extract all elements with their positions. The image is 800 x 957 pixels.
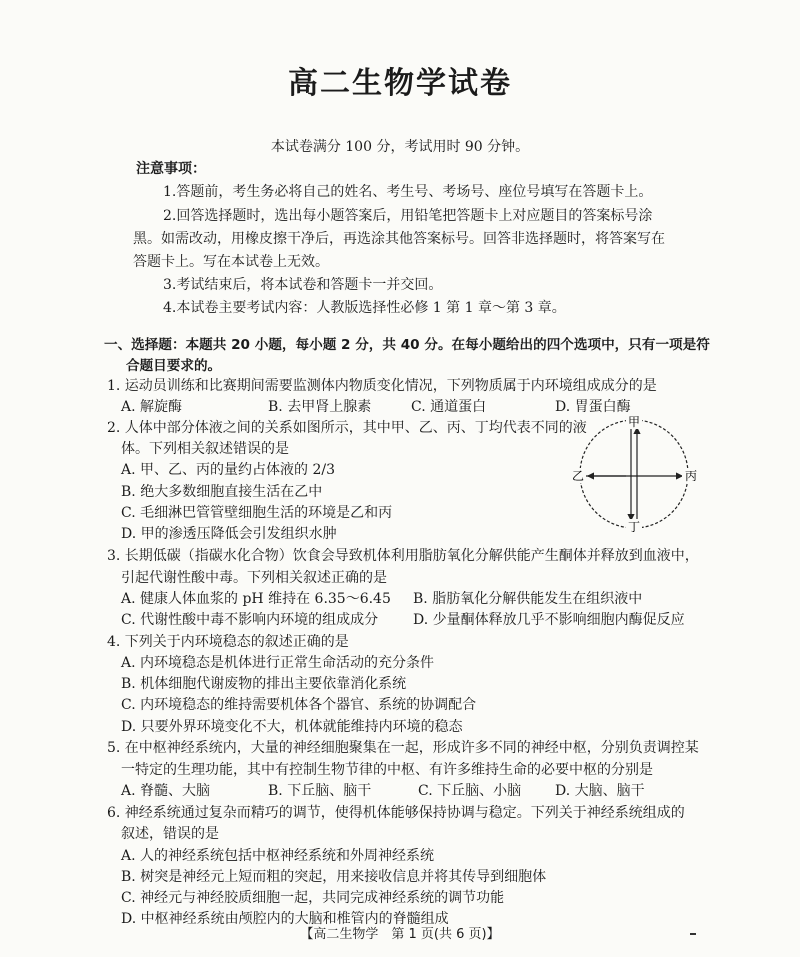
q4-option-c: C. 内环境稳态的维持需要机体各个器官、系统的协调配合 — [121, 697, 477, 713]
diagram-label-top: 甲 — [627, 415, 641, 429]
question-6-stem-cont: 叙述，错误的是 — [121, 826, 219, 842]
page-footer: 【高二生物学 第 1 页(共 6 页)】 — [300, 927, 500, 942]
q6-option-b: B. 树突是神经元上短而粗的突起，用来接收信息并将其传导到细胞体 — [121, 869, 547, 885]
question-6-stem: 6. 神经系统通过复杂而精巧的调节，使得机体能够保持协调与稳定。下列关于神经系统组成的 — [107, 805, 685, 821]
q1-option-b: B. 去甲肾上腺素 — [268, 399, 372, 415]
question-5-stem-cont: 一特定的生理功能，其中有控制生物节律的中枢、有许多维持生命的必要中枢的分别是 — [121, 762, 653, 778]
q2-option-a: A. 甲、乙、丙的量约占体液的 2/3 — [121, 462, 335, 478]
page-title: 高二生物学试卷 — [288, 66, 512, 101]
q2-option-c: C. 毛细淋巴管管壁细胞生活的环境是乙和丙 — [121, 505, 393, 521]
note-item-2: 2.回答选择题时，选出每小题答案后，用铅笔把答题卡上对应题目的答案标号涂 — [163, 208, 653, 224]
q2-option-b: B. 绝大多数细胞直接生活在乙中 — [121, 484, 323, 500]
q5-option-b: B. 下丘脑、脑干 — [268, 783, 372, 799]
q4-option-b: B. 机体细胞代谢废物的排出主要依靠消化系统 — [121, 676, 407, 692]
note-item-2-cont2: 答题卡上。写在本试卷上无效。 — [133, 254, 329, 270]
footer-mark — [690, 933, 696, 935]
question-2-stem: 2. 人体中部分体液之间的关系如图所示，其中甲、乙、丙、丁均代表不同的液 — [107, 420, 587, 436]
q4-option-a: A. 内环境稳态是机体进行正常生命活动的充分条件 — [121, 655, 435, 671]
q1-option-a: A. 解旋酶 — [121, 399, 183, 415]
q3-option-d: D. 少量酮体释放几乎不影响细胞内酶促反应 — [413, 612, 685, 628]
q3-option-c: C. 代谢性酸中毒不影响内环境的组成成分 — [121, 612, 379, 628]
q6-option-a: A. 人的神经系统包括中枢神经系统和外周神经系统 — [121, 848, 435, 864]
diagram-label-right: 丙 — [684, 469, 698, 483]
q5-option-c: C. 下丘脑、小脑 — [418, 783, 522, 799]
q5-option-a: A. 脊髓、大脑 — [121, 783, 211, 799]
note-item-2-cont: 黑。如需改动，用橡皮擦干净后，再选涂其他答案标号。回答非选择题时，将答案写在 — [133, 231, 665, 247]
note-item-1: 1.答题前，考生务必将自己的姓名、考生号、考场号、座位号填写在答题卡上。 — [163, 184, 653, 200]
q6-option-d: D. 中枢神经系统由颅腔内的大脑和椎管内的脊髓组成 — [121, 911, 449, 927]
q1-option-d: D. 胃蛋白酶 — [555, 399, 631, 415]
note-item-4: 4.本试卷主要考试内容：人教版选择性必修 1 第 1 章～第 3 章。 — [163, 300, 566, 316]
q3-option-a: A. 健康人体血浆的 pH 维持在 6.35～6.45 — [121, 591, 391, 607]
question-3-stem-cont: 引起代谢性酸中毒。下列相关叙述正确的是 — [121, 570, 387, 586]
diagram-label-bottom: 丁 — [627, 520, 641, 534]
section-heading-cont: 合题目要求的。 — [126, 358, 222, 374]
subtitle: 本试卷满分 100 分，考试用时 90 分钟。 — [270, 139, 530, 155]
q4-option-d: D. 只要外界环境变化不大，机体就能维持内环境的稳态 — [121, 719, 463, 735]
question-1-stem: 1. 运动员训练和比赛期间需要监测体内物质变化情况，下列物质属于内环境组成成分的是 — [107, 378, 657, 394]
diagram-label-left: 乙 — [571, 469, 585, 483]
section-heading: 一、选择题：本题共 20 小题，每小题 2 分，共 40 分。在每小题给出的四个选项中，只有一项是符 — [104, 337, 710, 353]
q3-option-b: B. 脂肪氧化分解供能发生在组织液中 — [413, 591, 643, 607]
diagram-circle — [580, 420, 688, 528]
q1-option-c: C. 通道蛋白 — [411, 399, 487, 415]
question-5-stem: 5. 在中枢神经系统内，大量的神经细胞聚集在一起，形成许多不同的神经中枢，分别负责调控某 — [107, 740, 699, 756]
q6-option-c: C. 神经元与神经胶质细胞一起，共同完成神经系统的调节功能 — [121, 890, 505, 906]
question-2-stem-cont: 体。下列相关叙述错误的是 — [121, 441, 289, 457]
body-fluid-diagram — [570, 414, 700, 534]
question-4-stem: 4. 下列关于内环境稳态的叙述正确的是 — [107, 634, 349, 650]
question-3-stem: 3. 长期低碳（指碳水化合物）饮食会导致机体利用脂肪氧化分解供能产生酮体并释放到血液中， — [107, 548, 699, 564]
q5-option-d: D. 大脑、脑干 — [555, 783, 645, 799]
notes-heading: 注意事项： — [136, 161, 206, 177]
note-item-3: 3.考试结束后，将本试卷和答题卡一并交回。 — [163, 277, 443, 293]
q2-option-d: D. 甲的渗透压降低会引发组织水肿 — [121, 526, 337, 542]
